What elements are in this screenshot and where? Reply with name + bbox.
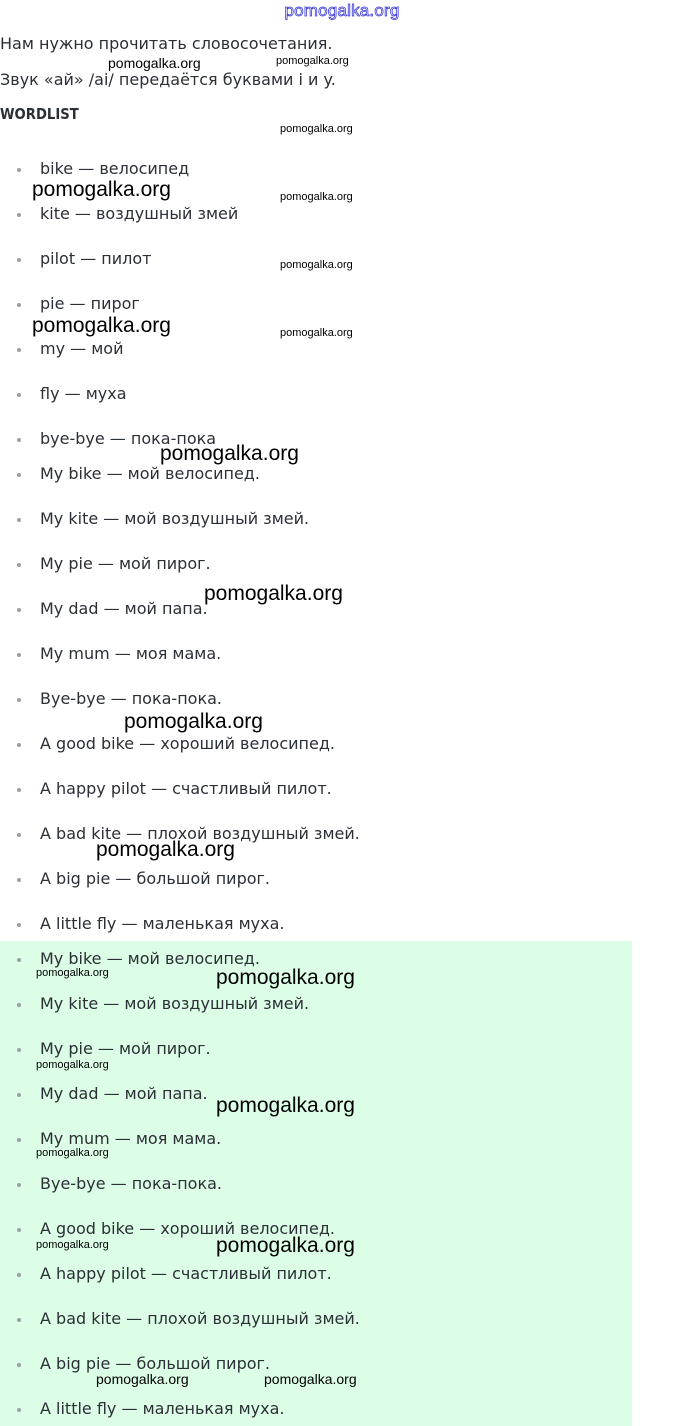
watermark: pomogalka.org — [96, 838, 235, 861]
list-item-text: My mum — моя мама. — [40, 644, 222, 663]
list-item-text: My dad — мой папа. — [40, 1084, 208, 1103]
watermark: pomogalka.org — [276, 55, 349, 67]
list-item-text: A little fly — маленькая муха. — [40, 914, 285, 933]
bullet-icon — [17, 1093, 21, 1097]
list-item-text: fly — муха — [40, 384, 127, 403]
bullet-icon — [17, 438, 21, 442]
list-item-text: My kite — мой воздушный змей. — [40, 994, 310, 1013]
bullet-icon — [17, 1318, 21, 1322]
site-logo[interactable]: pomogalka.org — [284, 1, 400, 20]
watermark: pomogalka.org — [32, 178, 171, 201]
list-item-text: A little fly — маленькая муха. — [40, 1399, 285, 1418]
watermark: pomogalka.org — [96, 1371, 189, 1387]
watermark: pomogalka.org — [280, 123, 353, 135]
bullet-icon — [17, 923, 21, 927]
bullet-icon — [17, 958, 21, 962]
bullet-icon — [17, 1048, 21, 1052]
list-item-text: bye-bye — пока-пока — [40, 429, 217, 448]
bullet-icon — [17, 1408, 21, 1412]
wordlist-heading: WORDLIST — [0, 105, 79, 123]
bullet-icon — [17, 653, 21, 657]
bullet-icon — [17, 698, 21, 702]
list-item-text: My bike — мой велосипед. — [40, 949, 260, 968]
list-item-text: pilot — пилот — [40, 249, 152, 268]
watermark: pomogalka.org — [280, 191, 353, 203]
list-item-text: my — мой — [40, 339, 124, 358]
list-item-text: A good bike — хороший велосипед. — [40, 734, 335, 753]
bullet-icon — [17, 213, 21, 217]
list-item-text: A big pie — большой пирог. — [40, 869, 271, 888]
list-item-text: pie — пирог — [40, 294, 140, 313]
bullet-icon — [17, 303, 21, 307]
list-item-text: My mum — моя мама. — [40, 1129, 222, 1148]
list-item-text: A happy pilot — счастливый пилот. — [40, 1264, 332, 1283]
intro-line-1: Нам нужно прочитать словосочетания. — [0, 34, 333, 53]
watermark: pomogalka.org — [216, 1234, 355, 1257]
bullet-icon — [17, 1363, 21, 1367]
list-item-text: A bad kite — плохой воздушный змей. — [40, 824, 360, 843]
bullet-icon — [17, 788, 21, 792]
bullet-icon — [17, 1138, 21, 1142]
list-item-text: My dad — мой папа. — [40, 599, 208, 618]
list-item-text: A happy pilot — счастливый пилот. — [40, 779, 332, 798]
watermark: pomogalka.org — [32, 314, 171, 337]
bullet-icon — [17, 258, 21, 262]
list-item-text: A bad kite — плохой воздушный змей. — [40, 1309, 360, 1328]
watermark: pomogalka.org — [36, 1059, 109, 1071]
bullet-icon — [17, 1183, 21, 1187]
list-item-text: My bike — мой велосипед. — [40, 464, 260, 483]
list-item-text: A big pie — большой пирог. — [40, 1354, 271, 1373]
watermark: pomogalka.org — [280, 259, 353, 271]
intro-line-2: Звук «ай» /ai/ передаётся буквами i и y. — [0, 70, 336, 89]
bullet-icon — [17, 348, 21, 352]
list-item-text: A good bike — хороший велосипед. — [40, 1219, 335, 1238]
list-item-text: Bye-bye — пока-пока. — [40, 1174, 222, 1193]
watermark: pomogalka.org — [216, 966, 355, 989]
bullet-icon — [17, 563, 21, 567]
watermark: pomogalka.org — [280, 327, 353, 339]
watermark: pomogalka.org — [36, 1147, 109, 1159]
watermark: pomogalka.org — [36, 967, 109, 979]
bullet-icon — [17, 168, 21, 172]
list-item-text: bike — велосипед — [40, 159, 190, 178]
list-item-text: My kite — мой воздушный змей. — [40, 509, 310, 528]
bullet-icon — [17, 878, 21, 882]
watermark: pomogalka.org — [124, 710, 263, 733]
list-item-text: Bye-bye — пока-пока. — [40, 689, 222, 708]
watermark: pomogalka.org — [264, 1371, 357, 1387]
watermark: pomogalka.org — [160, 442, 299, 465]
bullet-icon — [17, 743, 21, 747]
list-item-text: My pie — мой пирог. — [40, 1039, 211, 1058]
list-item-text: My pie — мой пирог. — [40, 554, 211, 573]
bullet-icon — [17, 833, 21, 837]
bullet-icon — [17, 473, 21, 477]
watermark: pomogalka.org — [108, 55, 201, 71]
watermark: pomogalka.org — [36, 1239, 109, 1251]
bullet-icon — [17, 1003, 21, 1007]
bullet-icon — [17, 1273, 21, 1277]
bullet-icon — [17, 393, 21, 397]
bullet-icon — [17, 518, 21, 522]
bullet-icon — [17, 608, 21, 612]
list-item-text: kite — воздушный змей — [40, 204, 239, 223]
bullet-icon — [17, 1228, 21, 1232]
watermark: pomogalka.org — [204, 582, 343, 605]
watermark: pomogalka.org — [216, 1094, 355, 1117]
